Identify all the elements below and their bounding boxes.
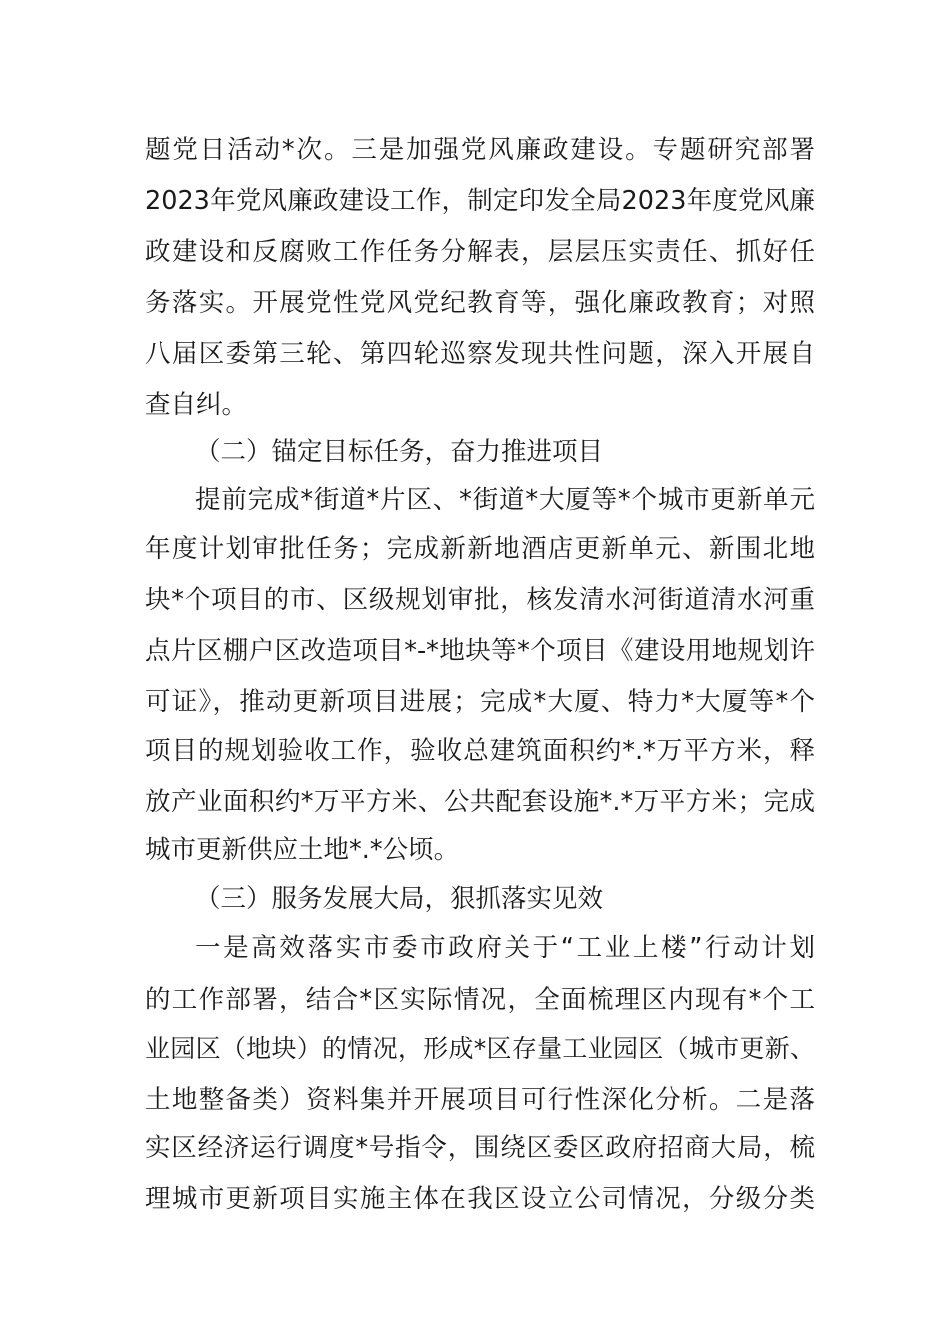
paragraph-line: 放产业面积约*万平方米、公共配套设施*.*万平方米；完成 — [145, 787, 815, 817]
paragraph-line: 业园区（地块）的情况，形成*区存量工业园区（城市更新、 — [145, 1034, 815, 1063]
paragraph-line: 提前完成*街道*片区、*街道*大厦等*个城市更新单元 — [195, 485, 815, 515]
paragraph-line: 项目的规划验收工作，验收总建筑面积约*.*万平方米，释 — [145, 736, 815, 766]
paragraph-line: 土地整备类）资料集并开展项目可行性深化分析。二是落 — [145, 1085, 815, 1115]
paragraph-line: 题党日活动*次。三是加强党风廉政建设。专题研究部署 — [145, 135, 815, 165]
paragraph-line: 查自纠。 — [145, 390, 248, 420]
paragraph-line: 2023年党风廉政建设工作，制定印发全局2023年度党风廉 — [145, 186, 815, 216]
paragraph-line: 八届区委第三轮、第四轮巡察发现共性问题，深入开展自 — [145, 339, 815, 369]
paragraph-line: 政建设和反腐败工作任务分解表，层层压实责任、抓好任 — [145, 237, 815, 267]
section-heading: （二）锚定目标任务，奋力推进项目 — [195, 437, 604, 467]
paragraph-line: 的工作部署，结合*区实际情况，全面梳理区内现有*个工 — [145, 985, 815, 1015]
paragraph-line: 实区经济运行调度*号指令，围绕区委区政府招商大局，梳 — [145, 1133, 815, 1163]
paragraph-line: 可证》，推动更新项目进展；完成*大厦、特力*大厦等*个 — [145, 687, 815, 717]
paragraph-line: 年度计划审批任务；完成新新地酒店更新单元、新围北地 — [145, 534, 815, 564]
paragraph-line: 一是高效落实市委市政府关于“工业上楼”行动计划 — [195, 933, 815, 963]
section-heading: （三）服务发展大局，狠抓落实见效 — [195, 884, 604, 914]
paragraph-line: 务落实。开展党性党风党纪教育等，强化廉政教育；对照 — [145, 288, 815, 318]
paragraph-line: 点片区棚户区改造项目*-*地块等*个项目《建设用地规划许 — [145, 636, 815, 666]
paragraph-line: 块*个项目的市、区级规划审批，核发清水河街道清水河重 — [145, 585, 815, 615]
paragraph-line: 城市更新供应土地*.*公顷。 — [145, 835, 460, 865]
paragraph-line: 理城市更新项目实施主体在我区设立公司情况，分级分类 — [145, 1184, 815, 1214]
